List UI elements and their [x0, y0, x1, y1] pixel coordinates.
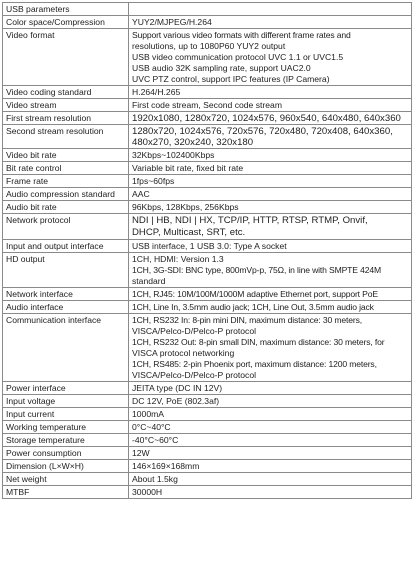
row-label: Color space/Compression — [3, 16, 129, 29]
row-label: Storage temperature — [3, 434, 129, 447]
row-value-line: 1CH, RS485: 2-pin Phoenix port, maximum distance: 1200 meters, — [132, 359, 377, 369]
row-value — [129, 240, 412, 253]
table-row — [3, 240, 412, 253]
row-label: Communication interface — [3, 314, 129, 382]
table-row — [3, 395, 412, 408]
row-value-line: Variable bit rate, fixed bit rate — [132, 163, 244, 173]
table-row — [3, 253, 412, 288]
row-value — [129, 188, 412, 201]
row-label: HD output — [3, 253, 129, 288]
row-value-line: 1CH, Line In, 3.5mm audio jack; 1CH, Line Out, 3.5mm audio jack — [132, 302, 374, 312]
row-value-line: Support various video formats with different frame rates and — [132, 30, 351, 40]
row-value — [129, 175, 412, 188]
row-label: Video format — [3, 29, 129, 86]
row-value — [129, 214, 412, 240]
table-row — [3, 175, 412, 188]
row-label: Network protocol — [3, 214, 129, 240]
table-row — [3, 382, 412, 395]
row-label: Second stream resolution — [3, 125, 129, 149]
row-value-line: 480x270, 320x240, 320x180 — [132, 137, 254, 148]
row-label: Input and output interface — [3, 240, 129, 253]
row-value-line: 0°C~40°C — [132, 422, 171, 432]
table-row — [3, 314, 412, 382]
row-value — [129, 149, 412, 162]
table-row — [3, 125, 412, 149]
row-value-line: 1CH, 3G-SDI: BNC type, 800mVp-p, 75Ω, in line with SMPTE 424M — [132, 265, 381, 275]
row-value-line: 96Kbps, 128Kbps, 256Kbps — [132, 202, 239, 212]
row-value-line: DC 12V, PoE (802.3af) — [132, 396, 220, 406]
section-title-empty-cell — [129, 3, 412, 16]
row-value-line: First code stream, Second code stream — [132, 100, 282, 110]
table-row — [3, 434, 412, 447]
row-value — [129, 112, 412, 125]
row-label: Audio interface — [3, 301, 129, 314]
table-row — [3, 112, 412, 125]
row-value-line: USB audio 32K sampling rate, support UAC2.0 — [132, 63, 311, 73]
row-value — [129, 201, 412, 214]
row-value-line: resolutions, up to 1080P60 YUY2 output — [132, 41, 286, 51]
table-row — [3, 486, 412, 499]
row-value-line: 1000mA — [132, 409, 165, 419]
row-value — [129, 99, 412, 112]
row-label: Net weight — [3, 473, 129, 486]
row-label: Power consumption — [3, 447, 129, 460]
table-row — [3, 421, 412, 434]
row-value-line: JEITA type (DC IN 12V) — [132, 383, 223, 393]
row-value — [129, 86, 412, 99]
row-value — [129, 434, 412, 447]
table-row — [3, 188, 412, 201]
row-label: Video stream — [3, 99, 129, 112]
row-value-line: 30000H — [132, 487, 163, 497]
row-value-line: USB interface, 1 USB 3.0: Type A socket — [132, 241, 287, 251]
table-row — [3, 99, 412, 112]
row-value — [129, 125, 412, 149]
row-label: Dimension (L×W×H) — [3, 460, 129, 473]
row-value-line: USB video communication protocol UVC 1.1 or UVC1.5 — [132, 52, 344, 62]
row-value-line: H.264/H.265 — [132, 87, 181, 97]
row-value — [129, 447, 412, 460]
row-value-line: VISCA protocol networking — [132, 348, 235, 358]
spec-table — [2, 2, 412, 499]
table-row — [3, 162, 412, 175]
row-value — [129, 253, 412, 288]
table-row — [3, 201, 412, 214]
row-label: Video coding standard — [3, 86, 129, 99]
table-row — [3, 301, 412, 314]
row-value-line: 32Kbps~102400Kbps — [132, 150, 215, 160]
row-value-line: 1CH, RS232 In: 8-pin mini DIN, maximum distance: 30 meters, — [132, 315, 362, 325]
row-value — [129, 486, 412, 499]
table-row — [3, 288, 412, 301]
row-label: Video bit rate — [3, 149, 129, 162]
section-title: USB parameters — [3, 3, 129, 16]
table-row — [3, 86, 412, 99]
table-row — [3, 408, 412, 421]
row-label: First stream resolution — [3, 112, 129, 125]
table-row — [3, 29, 412, 86]
table-row — [3, 460, 412, 473]
table-row — [3, 16, 412, 29]
row-label: Input current — [3, 408, 129, 421]
row-value-line: 1CH, HDMI: Version 1.3 — [132, 254, 224, 264]
row-value-line: 1CH, RS232 Out: 8-pin small DIN, maximum distance: 30 meters, for — [132, 337, 385, 347]
row-value — [129, 162, 412, 175]
row-value-line: 1920x1080, 1280x720, 1024x576, 960x540, 640x480, 640x360 — [132, 113, 401, 124]
row-label: Audio bit rate — [3, 201, 129, 214]
table-row — [3, 447, 412, 460]
row-value — [129, 382, 412, 395]
row-value-line: DHCP, Multicast, SRT, etc. — [132, 227, 246, 238]
row-value-line: AAC — [132, 189, 150, 199]
row-value-line: UVC PTZ control, support IPC features (IP Camera) — [132, 74, 330, 84]
row-value — [129, 16, 412, 29]
row-value-line: YUY2/MJPEG/H.264 — [132, 17, 212, 27]
table-row — [3, 473, 412, 486]
row-value-line: 1280x720, 1024x576, 720x576, 720x480, 720x408, 640x360, — [132, 126, 393, 137]
table-row — [3, 149, 412, 162]
row-value — [129, 460, 412, 473]
row-label: Frame rate — [3, 175, 129, 188]
row-value — [129, 395, 412, 408]
row-value-line: About 1.5kg — [132, 474, 178, 484]
row-value — [129, 288, 412, 301]
row-value-line: standard — [132, 276, 166, 286]
row-value — [129, 421, 412, 434]
row-value-line: VISCA/Pelco-D/Pelco-P protocol — [132, 370, 257, 380]
row-value-line: 12W — [132, 448, 150, 458]
row-label: Input voltage — [3, 395, 129, 408]
section-header-row — [3, 3, 412, 16]
row-label: Audio compression standard — [3, 188, 129, 201]
row-label: Power interface — [3, 382, 129, 395]
row-value — [129, 314, 412, 382]
row-value — [129, 301, 412, 314]
row-value-line: NDI | HB, NDI | HX, TCP/IP, HTTP, RTSP, RTMP, Onvif, — [132, 215, 368, 226]
row-value — [129, 29, 412, 86]
row-value-line: -40°C~60°C — [132, 435, 179, 445]
spec-table-body — [3, 3, 412, 499]
row-value-line: 146×169×168mm — [132, 461, 200, 471]
row-label: Network interface — [3, 288, 129, 301]
row-label: MTBF — [3, 486, 129, 499]
table-row — [3, 214, 412, 240]
row-value-line: VISCA/Pelco-D/Pelco-P protocol — [132, 326, 257, 336]
row-value — [129, 408, 412, 421]
row-value-line: 1CH, RJ45: 10M/100M/1000M adaptive Ethernet port, support PoE — [132, 289, 378, 299]
row-value — [129, 473, 412, 486]
row-label: Bit rate control — [3, 162, 129, 175]
row-label: Working temperature — [3, 421, 129, 434]
row-value-line: 1fps~60fps — [132, 176, 175, 186]
